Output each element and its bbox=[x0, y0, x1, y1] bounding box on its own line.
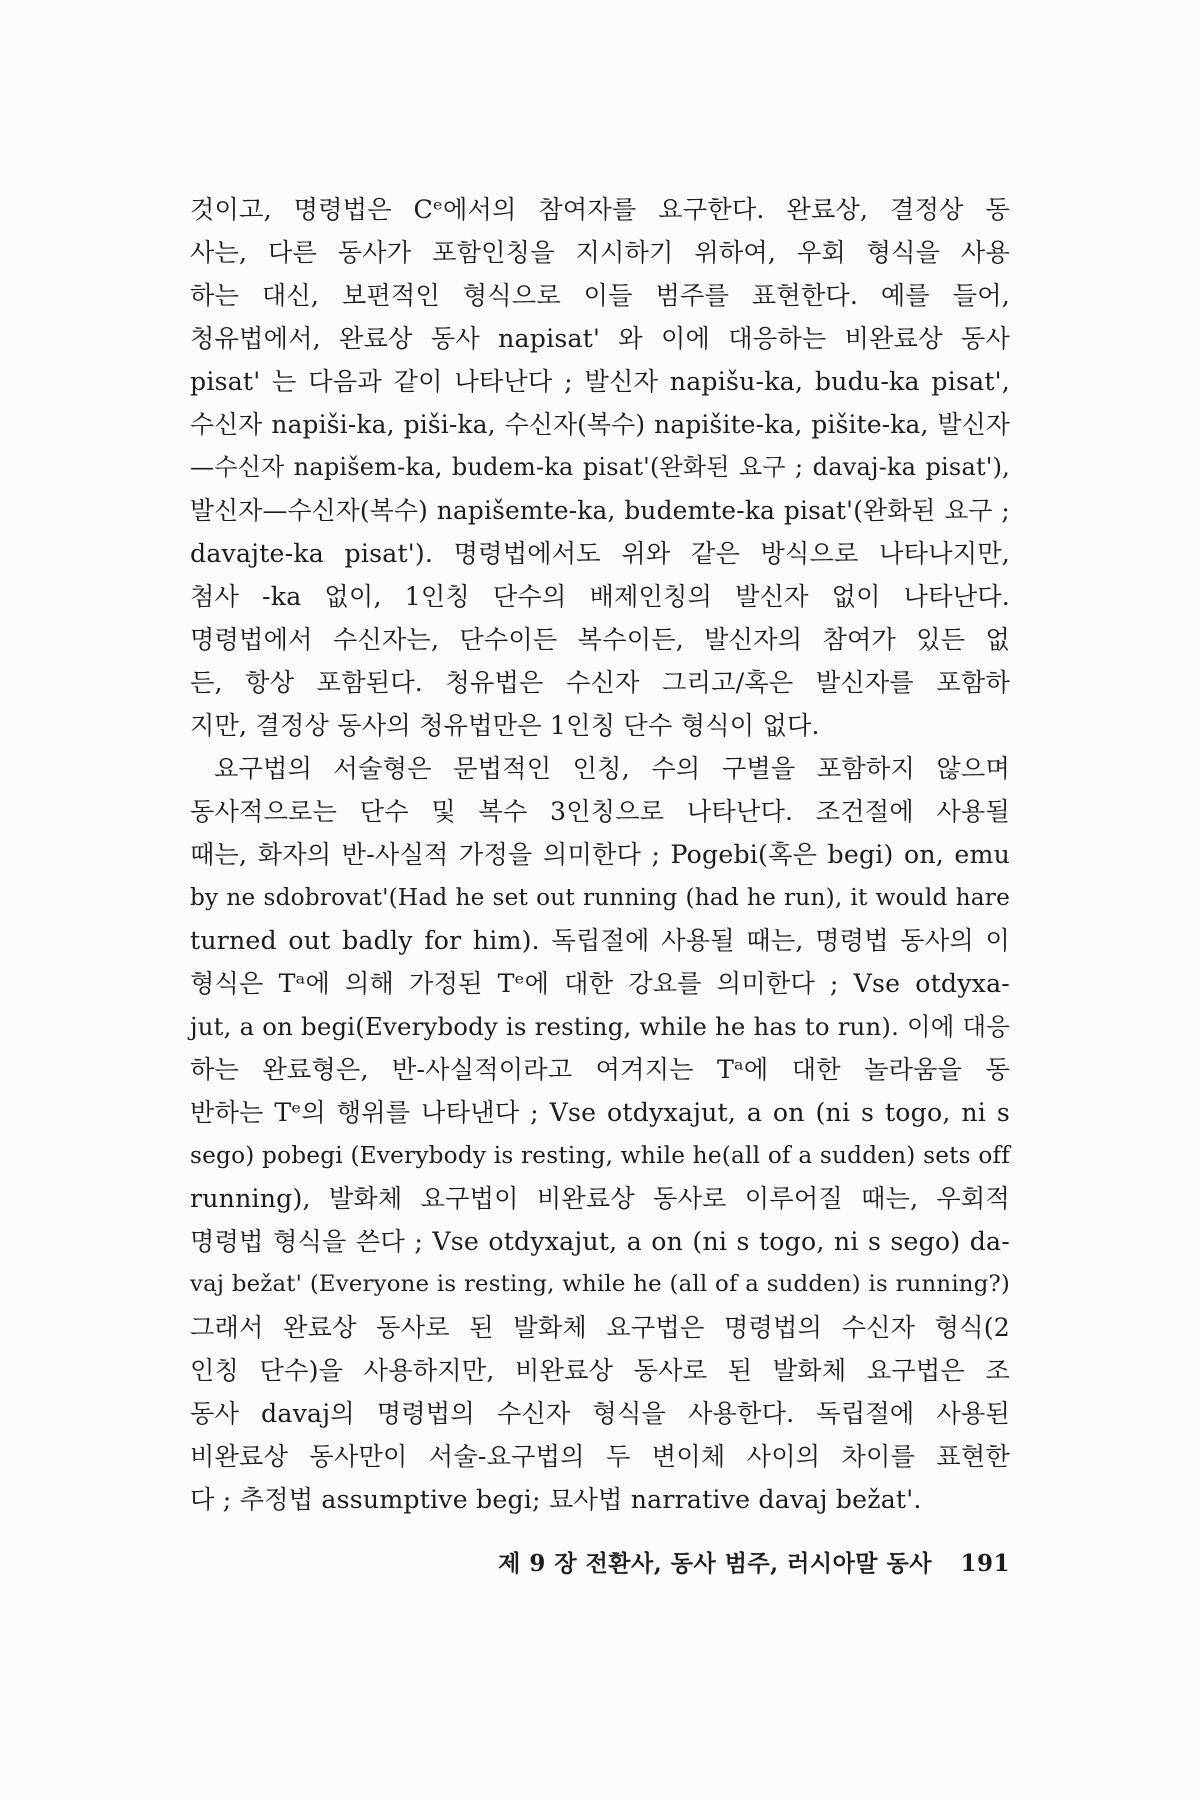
text-line: 인칭 단수)을 사용하지만, 비완료상 동사로 된 발화체 요구법은 조 bbox=[190, 1356, 1010, 1385]
paragraph-1 bbox=[190, 188, 1010, 747]
text-line: 발신자—수신자(복수) napišemte-ka, budemte-ka pisat'(완화된 요구 ; bbox=[190, 496, 1010, 525]
text-line: 다 ; 추정법 assumptive begi; 묘사법 narrative davaj bežat'. bbox=[190, 1485, 922, 1514]
text-line: 동사적으로는 단수 및 복수 3인칭으로 나타난다. 조건절에 사용될 bbox=[190, 797, 1010, 826]
text-line: davajte-ka pisat'). 명령법에서도 위와 같은 방식으로 나타나지만, bbox=[190, 539, 1010, 568]
text-line: 때는, 화자의 반-사실적 가정을 의미한다 ; Pogebi(혹은 begi) on, emu bbox=[190, 840, 1010, 869]
text-line: 지만, 결정상 동사의 청유법만은 1인칭 단수 형식이 없다. bbox=[190, 711, 820, 740]
text-line: by ne sdobrovat'(Had he set out running (had he run), it would hare bbox=[190, 884, 1010, 911]
page-number: 191 bbox=[960, 1550, 1010, 1577]
text-line: 그래서 완료상 동사로 된 발화체 요구법은 명령법의 수신자 형식(2 bbox=[190, 1313, 1010, 1342]
text-line: 명령법에서 수신자는, 단수이든 복수이든, 발신자의 참여가 있든 없 bbox=[190, 625, 1010, 654]
chapter-title: 제 9 장 전환사, 동사 범주, 러시아말 동사 bbox=[498, 1550, 932, 1577]
text-line: 요구법의 서술형은 문법적인 인칭, 수의 구별을 포함하지 않으며 bbox=[214, 754, 1010, 783]
text-line: sego) pobegi (Everybody is resting, while he(all of a sudden) sets off bbox=[190, 1142, 1011, 1169]
text-line: 반하는 Tᵉ의 행위를 나타낸다 ; Vse otdyxajut, a on (ni s togo, ni s bbox=[190, 1098, 1010, 1127]
text-line: 비완료상 동사만이 서술-요구법의 두 변이체 사이의 차이를 표현한 bbox=[190, 1442, 1010, 1471]
text-line: vaj bežat' (Everyone is resting, while he (all of a sudden) is running?) bbox=[190, 1271, 1010, 1297]
text-line: 청유법에서, 완료상 동사 napisat' 와 이에 대응하는 비완료상 동사 bbox=[190, 324, 1010, 353]
text-line: 수신자 napiši-ka, piši-ka, 수신자(복수) napišite-ka, pišite-ka, 발신자 bbox=[190, 410, 1010, 439]
text-line: —수신자 napišem-ka, budem-ka pisat'(완화된 요구 ; davaj-ka pisat'), bbox=[190, 453, 1010, 481]
text-line: 첨사 -ka 없이, 1인칭 단수의 배제인칭의 발신자 없이 나타난다. bbox=[190, 582, 1010, 611]
text-line: jut, a on begi(Everybody is resting, while he has to run). 이에 대응 bbox=[190, 1012, 1010, 1041]
text-line: 하는 완료형은, 반-사실적이라고 여겨지는 Tᵃ에 대한 놀라움을 동 bbox=[190, 1055, 1010, 1084]
running-footer bbox=[450, 1545, 1010, 1578]
body-text bbox=[190, 188, 1010, 1521]
text-line: running), 발화체 요구법이 비완료상 동사로 이루어질 때는, 우회적 bbox=[190, 1184, 1010, 1213]
text-line: 사는, 다른 동사가 포함인칭을 지시하기 위하여, 우회 형식을 사용 bbox=[190, 238, 1010, 267]
paragraph-2 bbox=[190, 747, 1010, 1521]
text-line: pisat' 는 다음과 같이 나타난다 ; 발신자 napišu-ka, budu-ka pisat', bbox=[190, 367, 1010, 396]
text-line: 것이고, 명령법은 Cᵉ에서의 참여자를 요구한다. 완료상, 결정상 동 bbox=[190, 195, 1010, 224]
text-line: 형식은 Tᵃ에 의해 가정된 Tᵉ에 대한 강요를 의미한다 ; Vse otdyxa- bbox=[190, 969, 1010, 998]
text-line: turned out badly for him). 독립절에 사용될 때는, 명령법 동사의 이 bbox=[190, 926, 1010, 955]
text-line: 명령법 형식을 쓴다 ; Vse otdyxajut, a on (ni s togo, ni s sego) da- bbox=[190, 1227, 1010, 1256]
text-line: 동사 davaj의 명령법의 수신자 형식을 사용한다. 독립절에 사용된 bbox=[190, 1399, 1010, 1428]
text-line: 하는 대신, 보편적인 형식으로 이들 범주를 표현한다. 예를 들어, bbox=[190, 281, 1010, 310]
text-line: 든, 항상 포함된다. 청유법은 수신자 그리고/혹은 발신자를 포함하 bbox=[190, 668, 1010, 697]
